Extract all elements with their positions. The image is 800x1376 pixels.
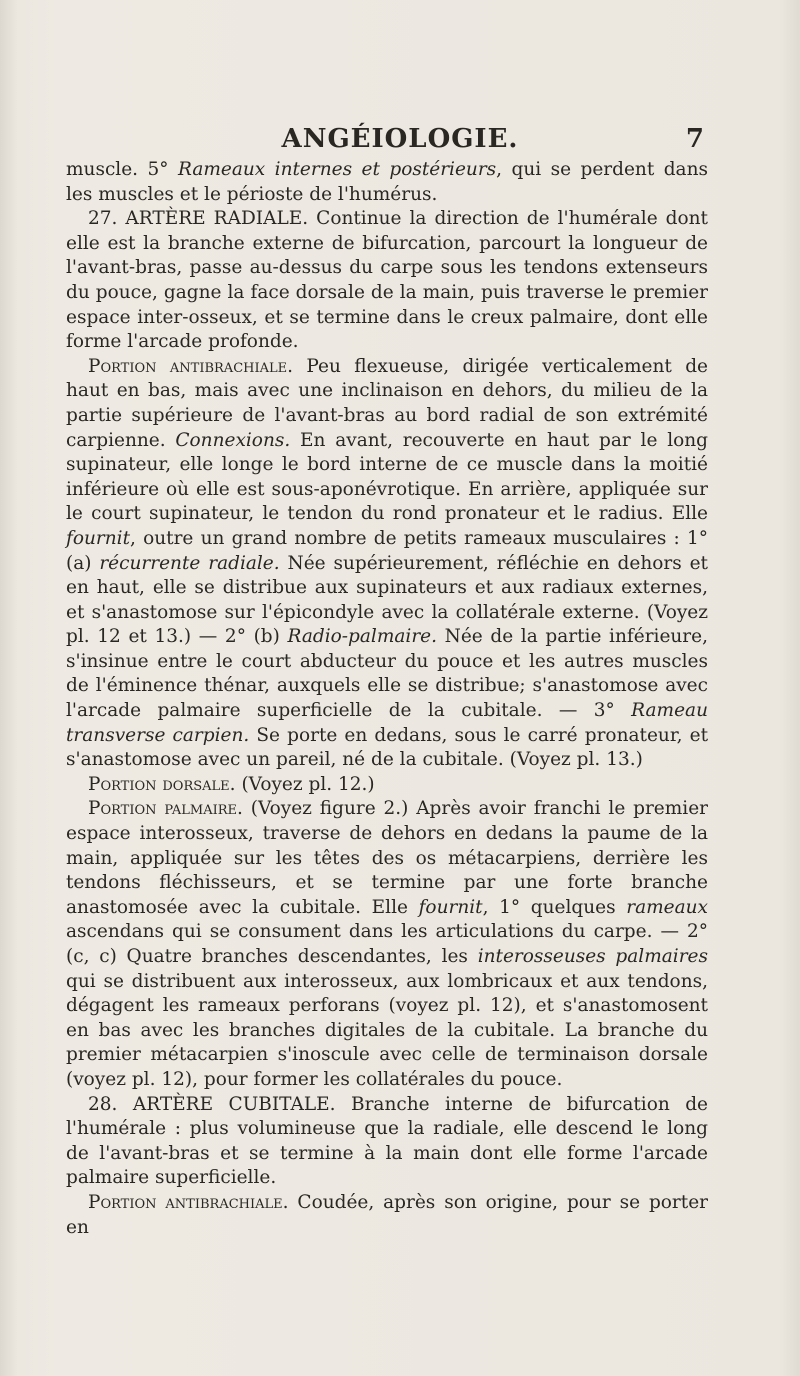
text-run: (Voyez pl. 12.) [235,773,375,795]
text-run: En avant, recouverte en haut par le long supinateur, elle longe le bord interne de ce muscle dans la moitié inférieure où elle est sous-aponévrotique. En arrière, appliquée sur le court supinateur, le tendon du rond pronateur et le radius. Elle [66,429,709,525]
paragraph-artere-radiale [66,207,708,355]
text-run: 27. ARTÈRE RADIALE. Continue la direction de l'humérale dont elle est la branche externe de bifurcation, parcourt la longueur de l'avant-bras, passe au-dessus du carpe sous les tendons extenseurs du pouce, gagne la face dorsale de la main, puis traverse le premier espace inter-osseux, et se termine dans le creux palmaire, dont elle forme l'arcade profonde. [66,208,708,353]
text-run: Portion palmaire. [88,798,243,820]
text-run: fournit [66,527,131,549]
text-run: qui se distribuent aux interosseux, aux lombricaux et aux tendons, dégagent les rameaux perforans (voyez pl. 12), et s'anastomosent en bas avec les branches digitales de la cubitale. La branche du premier métacarpien s'inoscule avec celle de terminaison dorsale (voyez pl. 12), pour former les collatérales du pouce. [66,970,708,1090]
text-run: muscle. 5° [66,159,178,180]
text-run: Rameau transverse carpien. [66,700,708,746]
text-run: Se porte en dedans, sous le carré pronateur, et s'anastomose avec un pareil, né de la cubitale. (Voyez pl. 13.) [66,724,709,771]
text-run: Portion antibrachiale. [88,355,294,377]
paragraph-portion-dorsale [66,773,708,798]
text-run: , 1° quelques [482,896,627,918]
text-run: ascendans qui se consument dans les articulations du carpe. — 2° (c, c) Quatre branches descendantes, les [66,921,708,967]
text-run: (Voyez figure 2.) Après avoir franchi le premier espace interosseux, traverse de dehors en dedans la paume de la main, appliquée sur les têtes des os métacarpiens, derrière les tendons fléchisseurs, et se termine par une forte branche anastomosée avec la cubitale. Elle [66,798,708,918]
text-run: fournit [418,896,483,918]
text-run: récurrente radiale. [99,552,280,574]
text-run: rameaux [626,896,708,918]
text-run: Peu flexueuse, dirigée verticalement de haut en bas, mais avec une inclinaison en dehors, du milieu de la partie supérieure de l'avant-bras au bord radial de son extrémité carpienne. [66,355,708,451]
body-text [66,158,708,1240]
paragraph-muscle-continuation [66,158,708,207]
text-run: Coudée, après son origine, pour se porter en [66,1191,708,1238]
text-run: Rameaux internes et postérieurs [177,159,497,180]
text-run: , outre un grand nombre de petits rameaux musculaires : 1° (a) [66,527,708,574]
paragraph-portion-palmaire [66,797,708,1092]
text-run: Née supérieurement, réfléchie en dehors et en haut, elle se distribue aux supinateurs et aux radiaux externes, et s'anastomose sur l'épicondyle avec la collatérale externe. (Voyez pl. 12 et 13.) — 2° (b) [66,552,708,648]
text-run: Née de la partie inférieure, s'insinue entre le court abducteur du pouce et les autres muscles de l'éminence thénar, auxquels elle se distribue; s'anastomose avec l'arcade palmaire superficielle de la cubitale. — 3° [66,626,708,722]
text-run: Radio-palmaire. [287,626,437,648]
paragraph-artere-cubitale [66,1093,708,1191]
page-number: 7 [685,124,704,154]
text-run: Portion dorsale. [88,773,236,795]
text-run: Connexions. [175,429,291,451]
text-run: 28. ARTÈRE CUBITALE. Branche interne de bifurcation de l'humérale : plus volumineuse que la radiale, elle descend le long de l'avant-bras et se termine à la main dont elle forme l'arcade palmaire superficielle. [66,1093,708,1189]
text-run: interosseuses palmaires [477,946,708,967]
paragraph-portion-antibrachiale [66,355,708,773]
running-title: ANGÉIOLOGIE. [281,124,519,154]
paragraph-portion-antibrachiale-cubitale [66,1191,708,1240]
text-run: Portion antibrachiale. [88,1191,289,1213]
page-header [0,124,800,158]
text-run: , qui se perdent dans les muscles et le périoste de l'humérus. [66,159,708,205]
